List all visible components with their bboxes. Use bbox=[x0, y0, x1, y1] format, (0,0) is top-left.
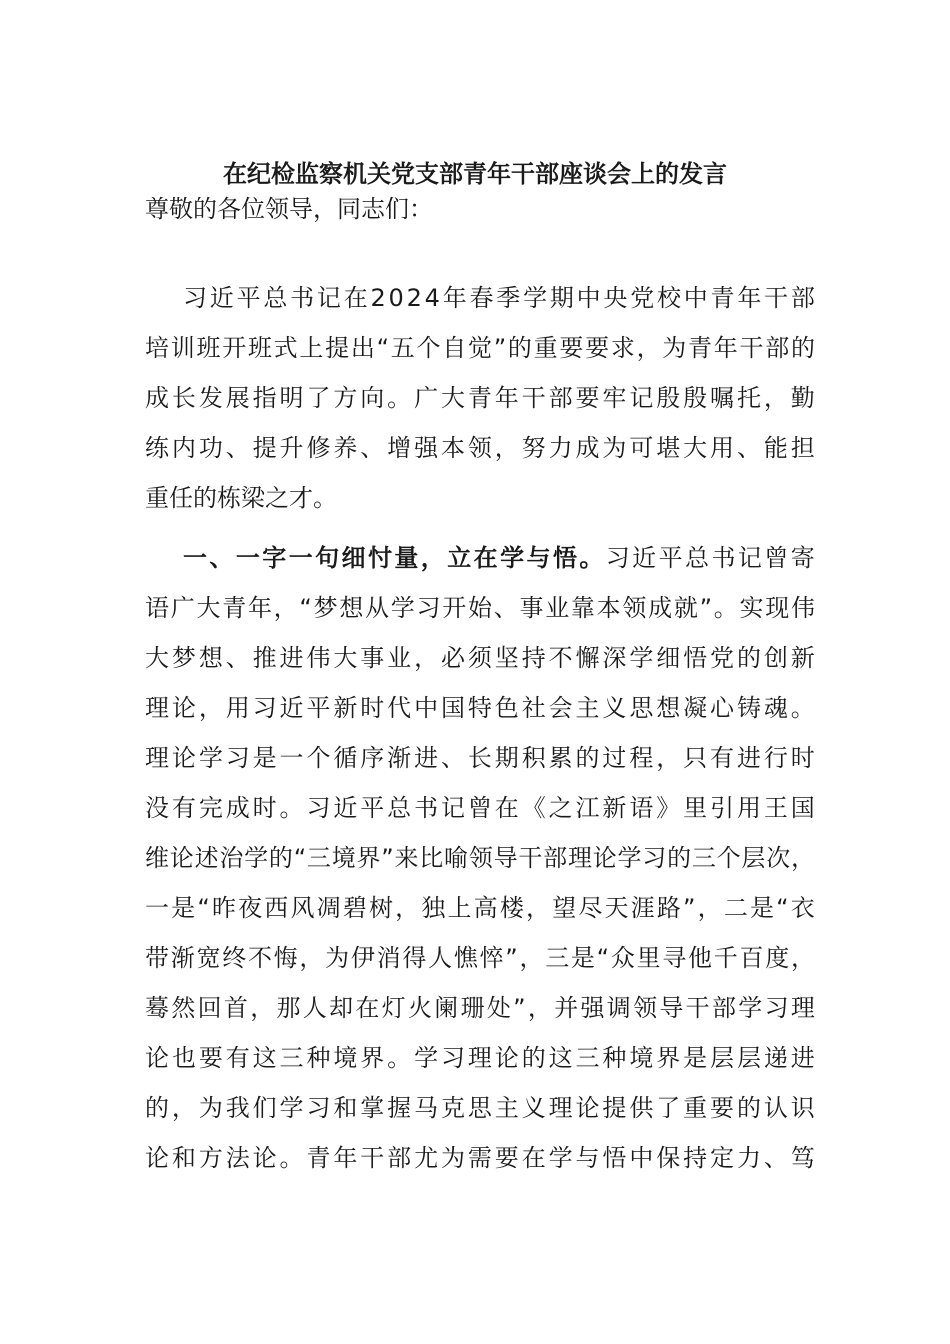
text-line: 论 和 方 法 论 。 青 年 干 部 尤 为 需 要 在 学 与 悟 中 保 持 定 力 、 笃 bbox=[145, 1144, 815, 1172]
paragraph-intro bbox=[145, 273, 815, 523]
text-line: 成 长 发 展 指 明 了 方 向 。 广 大 青 年 干 部 要 牢 记 殷 殷 嘱 托 ， 勤 bbox=[145, 384, 815, 412]
text-line: 培 训 班 开 班 式 上 提 出 “ 五 个 自 觉 ” 的 重 要 要 求 ， 为 青 年 干 部 的 bbox=[145, 334, 815, 362]
text-line: 习 近 平 总 书 记 在 2 0 2 4 年 春 季 学 期 中 央 党 校 中 青 年 干 部 bbox=[183, 284, 815, 312]
text-line: 语 广 大 青 年 ， “ 梦 想 从 学 习 开 始 、 事 业 靠 本 领 成 就 ” 。 实 现 伟 bbox=[145, 594, 815, 622]
text-line: 的 ， 为 我 们 学 习 和 掌 握 马 克 思 主 义 理 论 提 供 了 重 要 的 认 识 bbox=[145, 1094, 815, 1122]
text-line: 重 任 的 栋 梁 之 才 。 bbox=[145, 484, 337, 512]
text-line: 大 梦 想 、 推 进 伟 大 事 业 ， 必 须 坚 持 不 懈 深 学 细 悟 党 的 创 新 bbox=[145, 644, 815, 672]
text-line: 论 也 要 有 这 三 种 境 界 。 学 习 理 论 的 这 三 种 境 界 是 层 层 递 进 bbox=[145, 1044, 815, 1072]
greeting: 尊敬的各位领导，同志们： bbox=[145, 195, 433, 223]
text-line: 一 是 “ 昨 夜 西 风 凋 碧 树 ， 独 上 高 楼 ， 望 尽 天 涯 路 ” ， 二 是 “ 衣 bbox=[145, 894, 815, 922]
text-line: 蓦 然 回 首 ， 那 人 却 在 灯 火 阑 珊 处 ” ， 并 强 调 领 导 干 部 学 习 理 bbox=[145, 994, 815, 1022]
text-line: 理 论 学 习 是 一 个 循 序 渐 进 、 长 期 积 累 的 过 程 ， 只 有 进 行 时 bbox=[145, 744, 815, 772]
text-line: 练 内 功 、 提 升 修 养 、 增 强 本 领 ， 努 力 成 为 可 堪 大 用 、 能 担 bbox=[145, 434, 815, 462]
text-line: 带 渐 宽 终 不 悔 ， 为 伊 消 得 人 憔 悴 ” ， 三 是 “ 众 里 寻 他 千 百 度 ， bbox=[145, 944, 815, 972]
paragraph-section-one bbox=[145, 533, 815, 1183]
document-title: 在纪检监察机关党支部青年干部座谈会上的发言 bbox=[223, 160, 727, 188]
text-line: 没 有 完 成 时 。 习 近 平 总 书 记 曾 在 《 之 江 新 语 》 里 引 用 王 国 bbox=[145, 794, 815, 822]
text-line: 理 论 ， 用 习 近 平 新 时 代 中 国 特 色 社 会 主 义 思 想 凝 心 铸 魂 。 bbox=[145, 694, 815, 722]
text-line: 维 论 述 治 学 的 “ 三 境 界 ” 来 比 喻 领 导 干 部 理 论 学 习 的 三 个 层 次 ， bbox=[145, 844, 815, 872]
text-line: 一 、 一 字 一 句 细 忖 量 ， 立 在 学 与 悟 。 习 近 平 总 书 记 曾 寄 bbox=[183, 544, 815, 572]
